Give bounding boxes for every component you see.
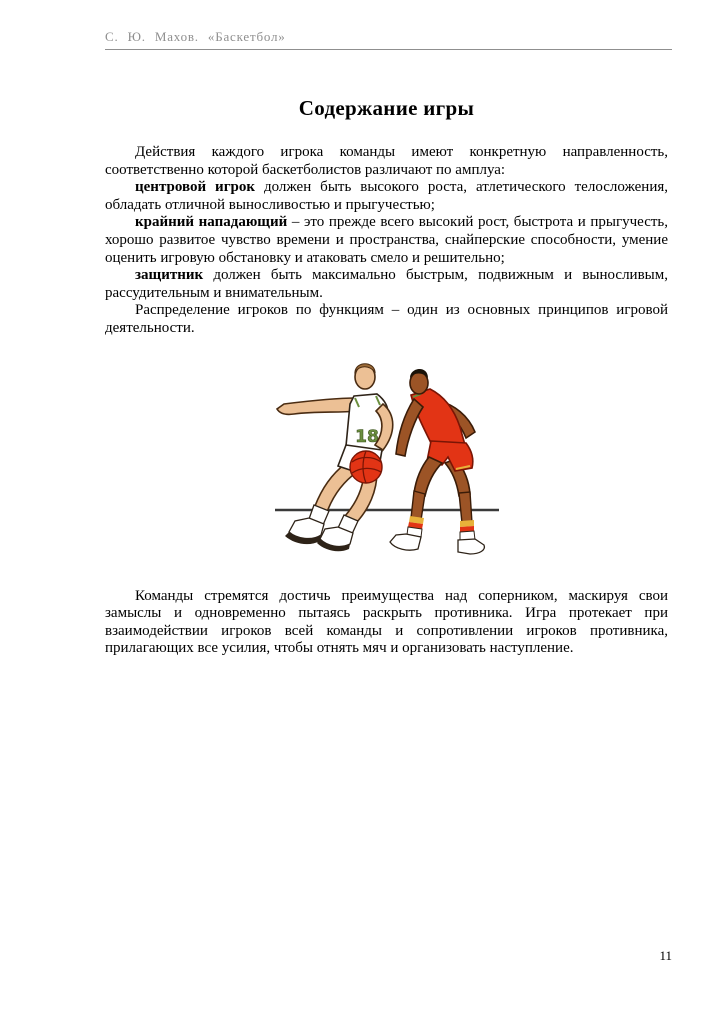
- running-header-text: С. Ю. Махов. «Баскетбол»: [105, 29, 286, 44]
- term-guard: защитник: [135, 267, 204, 284]
- paragraph-text: Команды стремятся достичь преимущества над соперником, маскируя свои замыслы и одновременно пытаясь раскрыть противника. Игра протекает при взаимодействии игроков всей команды и сопротивлении игроков противника, прилагающих все усилия, чтобы отнять мяч и организовать наступление.: [105, 587, 668, 657]
- page-content: [105, 96, 668, 658]
- defender-front-thigh: [414, 457, 442, 496]
- paragraph-forward: [105, 214, 668, 267]
- term-forward: крайний нападающий: [135, 214, 288, 231]
- defender-back-shin: [459, 492, 472, 523]
- paragraph-teams: [105, 588, 668, 658]
- defender-jersey: [411, 389, 465, 445]
- paragraph-center-player: [105, 179, 668, 214]
- paragraph-text: – это прежде всего высокий рост, быстрота и прыгучесть, хорошо развитое чувство времени и пространства, снайперские способности, умение оценить игровую обстановку и атаковать смело и решительно;: [105, 214, 668, 266]
- paragraph-text: Действия каждого игрока команды имеют конкретную направленность, соответственно которой баскетболистов различают по амплуа:: [105, 144, 668, 178]
- basketball: [350, 451, 382, 483]
- basketball-illustration: [272, 353, 502, 558]
- paragraph-text: Распределение игроков по функциям – один из основных принципов игровой деятельности.: [105, 302, 668, 336]
- defender-front-shin: [411, 491, 425, 520]
- defender-back-shoe: [458, 539, 484, 554]
- jersey-number: 18: [354, 426, 379, 447]
- paragraph-text: должен быть высокого роста, атлетического телосложения, обладать отличной выносливостью и прыгучестью;: [105, 179, 668, 213]
- paragraph-distribution: [105, 302, 668, 337]
- figure: [105, 353, 668, 558]
- defender-front-shoe: [390, 534, 421, 550]
- defender-front-arm: [396, 399, 423, 456]
- term-center-player: центровой игрок: [135, 179, 255, 196]
- dribbler-extended-arm: [277, 398, 356, 414]
- defender-back-sock-yellow: [460, 520, 474, 527]
- paragraph-intro: [105, 144, 668, 179]
- paragraph-text: должен быть максимально быстрым, подвижным и выносливым, рассудительным и внимательным.: [105, 267, 668, 301]
- running-header: [105, 29, 672, 50]
- paragraph-guard: [105, 267, 668, 302]
- page-number: 11: [659, 948, 672, 963]
- page-title: Содержание игры: [298, 96, 475, 120]
